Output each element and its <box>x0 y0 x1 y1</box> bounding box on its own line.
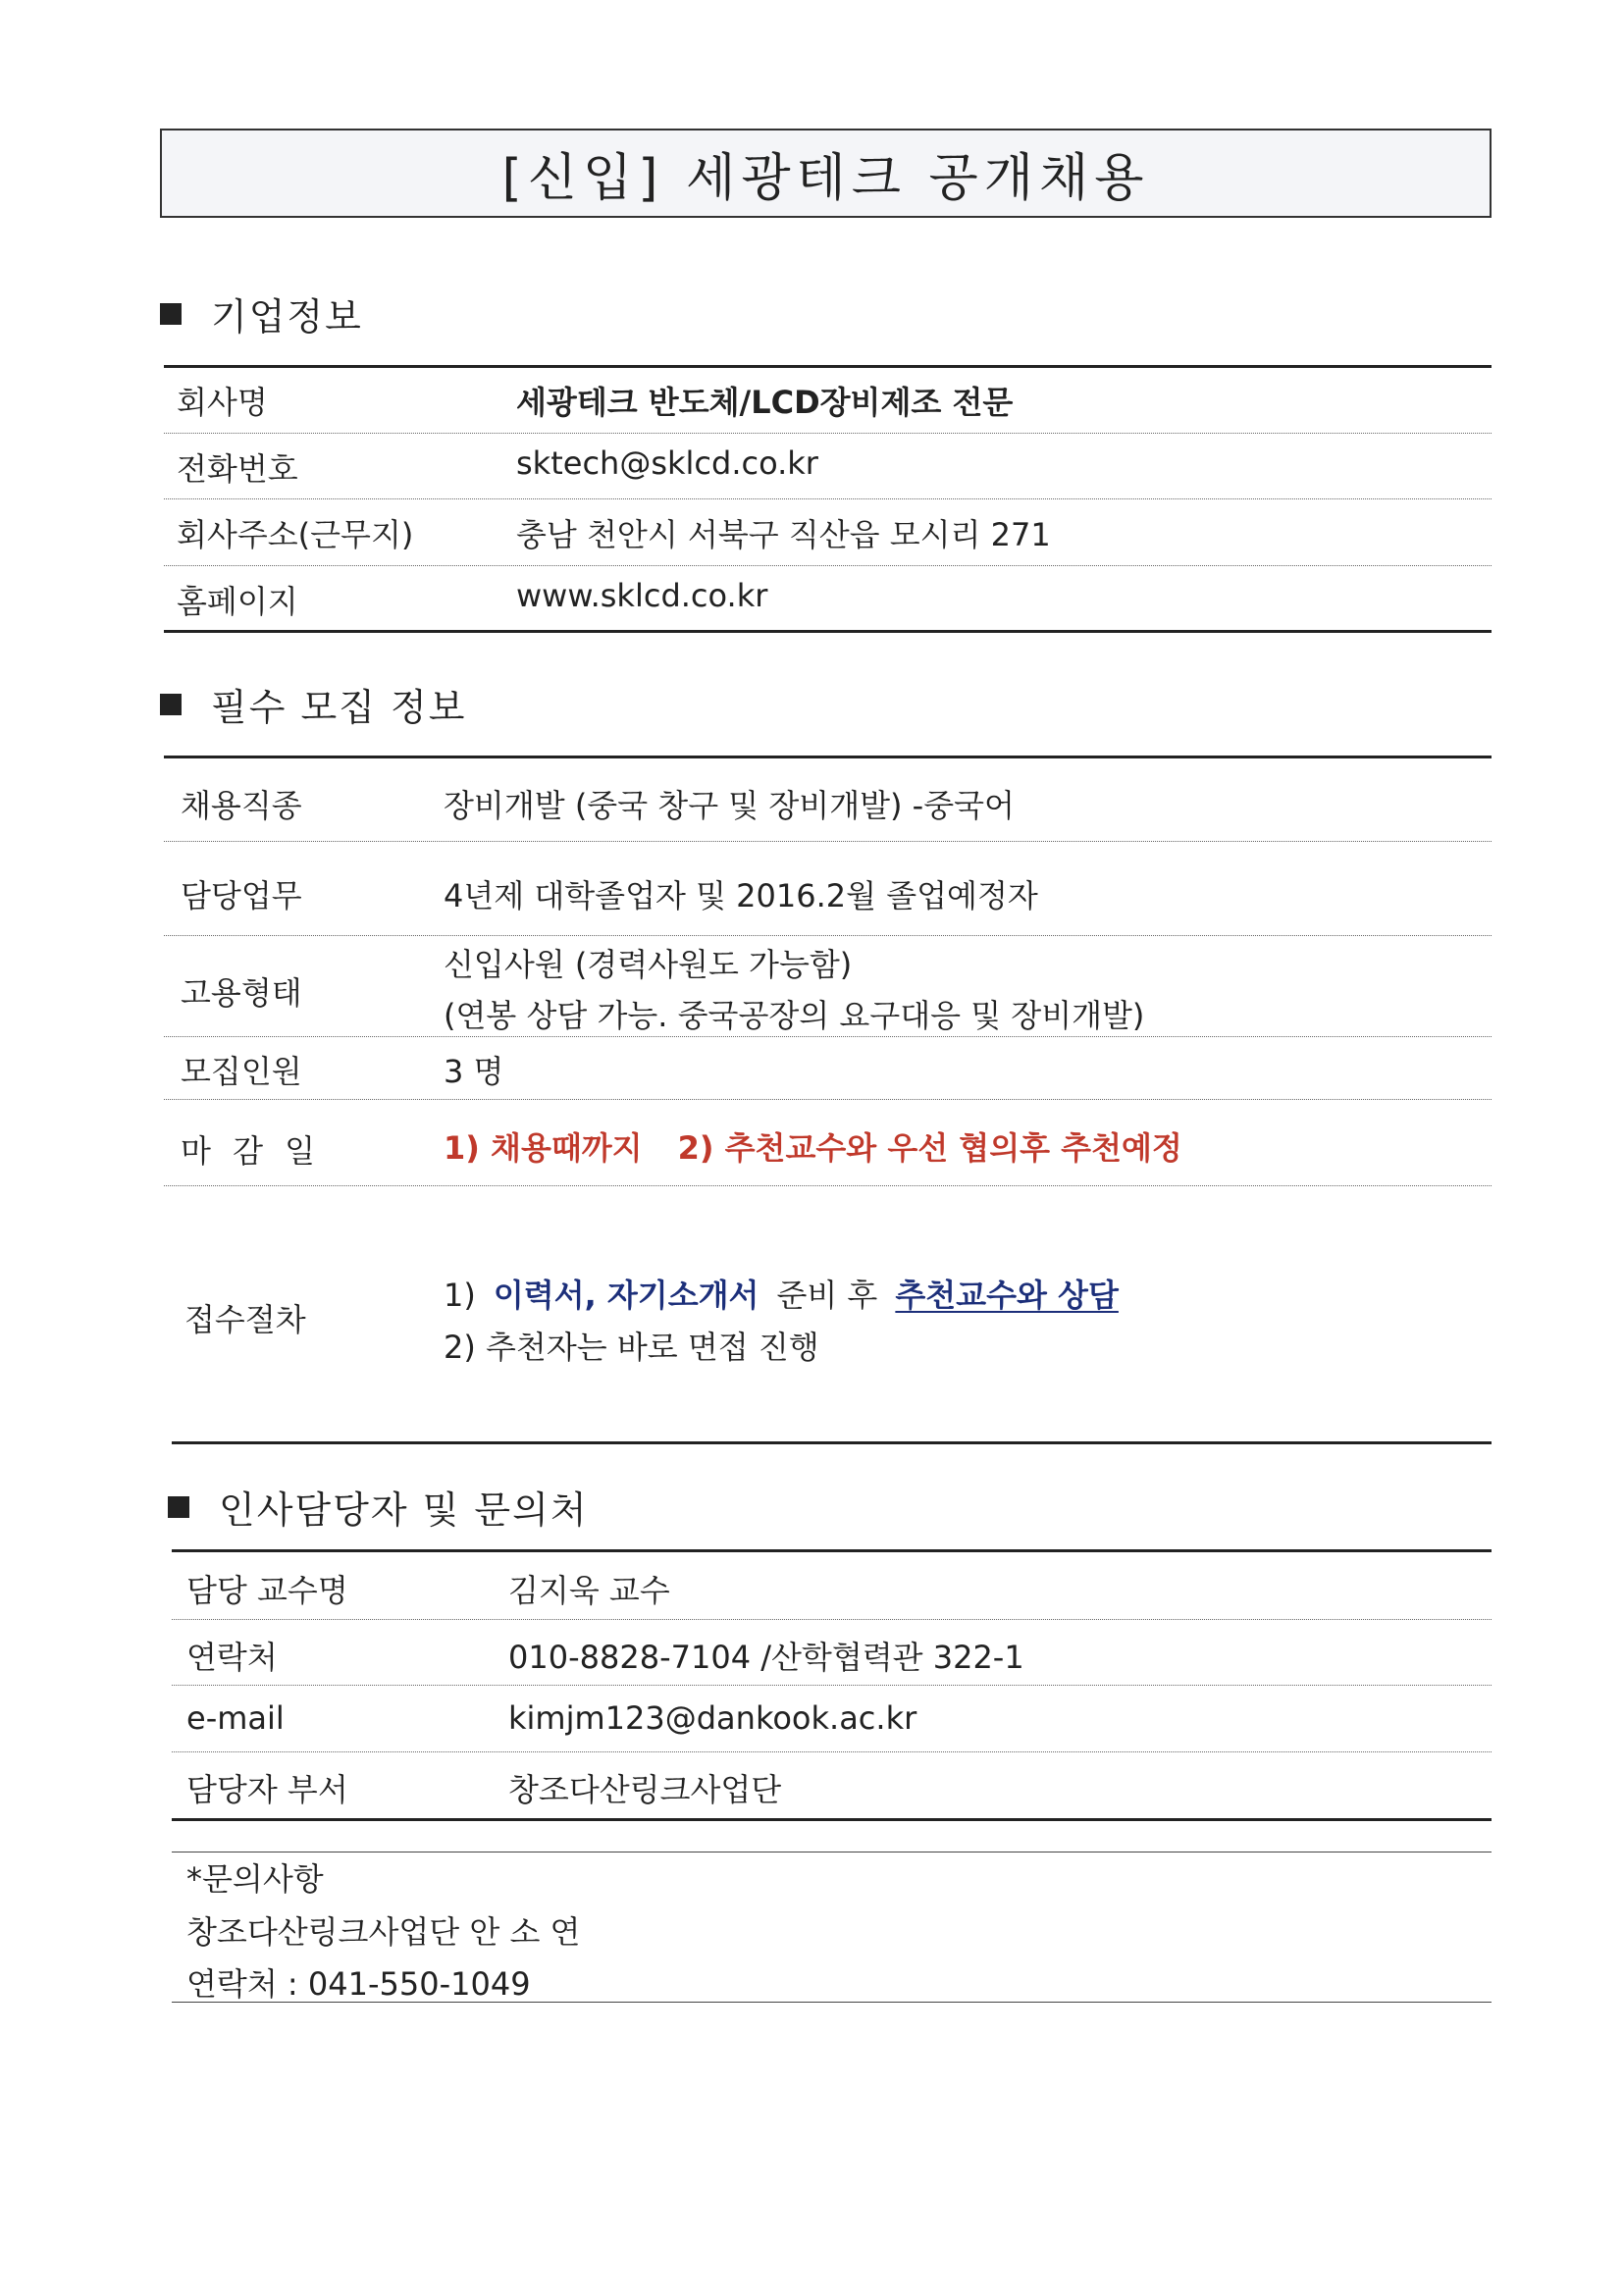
company-name-value: 세광테크 반도체/LCD장비제조 전문 <box>516 384 1014 421</box>
contact-section-heading <box>168 1480 589 1534</box>
table-bottom-rule <box>172 1441 1492 1444</box>
inquiry-heading: *문의사항 <box>186 1860 324 1898</box>
job-type-value: 장비개발 (중국 창구 및 장비개발) -중국어 <box>444 787 1015 824</box>
square-bullet-icon <box>160 694 182 715</box>
row-divider <box>172 1685 1492 1686</box>
row-divider <box>164 935 1492 936</box>
company-section-title: 기업정보 <box>211 295 363 339</box>
page-title: [신입] 세광테크 공개채용 <box>501 149 1150 208</box>
row-divider <box>164 1036 1492 1037</box>
headcount-value: 3 명 <box>444 1053 504 1090</box>
inquiry-bottom-rule <box>172 2002 1492 2003</box>
department-label: 담당자 부서 <box>186 1771 348 1808</box>
row-divider <box>164 1099 1492 1100</box>
table-bottom-rule <box>172 1818 1492 1821</box>
department-value: 창조다산링크사업단 <box>508 1771 782 1808</box>
row-divider <box>172 1751 1492 1752</box>
recruit-section-heading <box>160 677 466 731</box>
company-name-label: 회사명 <box>177 384 268 421</box>
row-divider <box>164 841 1492 842</box>
procedure-line-2: 2) 추천자는 바로 면접 진행 <box>444 1329 819 1366</box>
duty-value: 4년제 대학졸업자 및 2016.2월 졸업예정자 <box>444 877 1038 914</box>
recruit-section-title: 필수 모집 정보 <box>211 686 467 729</box>
procedure-consult: 추천교수와 상담 <box>895 1277 1119 1314</box>
homepage-value[interactable]: www.sklcd.co.kr <box>516 577 768 614</box>
contact-phone-label: 연락처 <box>186 1639 278 1676</box>
square-bullet-icon <box>160 303 182 325</box>
procedure-line-1-mid: 준비 후 <box>776 1277 878 1314</box>
procedure-documents: 이력서, 자기소개서 <box>493 1277 759 1314</box>
company-section-heading <box>160 287 363 340</box>
job-type-label: 채용직종 <box>181 787 302 824</box>
deadline-value <box>444 1123 1182 1169</box>
employment-type-note: (연봉 상담 가능. 중국공장의 요구대응 및 장비개발) <box>444 997 1145 1034</box>
inquiry-line-2: 연락처 : 041-550-1049 <box>186 1965 531 2003</box>
procedure-line-1 <box>444 1271 1119 1316</box>
employment-type-value: 신입사원 (경력사원도 가능함) <box>444 946 853 983</box>
row-divider <box>164 498 1492 499</box>
deadline-value-b: 2) 추천교수와 우선 협의후 추천예정 <box>677 1129 1182 1167</box>
contact-section-title: 인사담당자 및 문의처 <box>219 1488 589 1532</box>
phone-value: sktech@sklcd.co.kr <box>516 444 818 482</box>
email-value[interactable]: kimjm123@dankook.ac.kr <box>508 1699 917 1737</box>
table-bottom-rule <box>164 630 1492 633</box>
contact-phone-value: 010-8828-7104 /산학협력관 322-1 <box>508 1639 1024 1676</box>
table-top-rule <box>164 365 1492 368</box>
professor-label: 담당 교수명 <box>186 1572 348 1609</box>
headcount-label: 모집인원 <box>181 1053 302 1090</box>
address-label: 회사주소(근무지) <box>177 516 414 553</box>
procedure-label: 접수절차 <box>184 1301 306 1338</box>
employment-type-label: 고용형태 <box>181 974 302 1012</box>
duty-label: 담당업무 <box>181 877 302 914</box>
deadline-label: 마 감 일 <box>181 1132 322 1170</box>
inquiry-line-1: 창조다산링크사업단 안 소 연 <box>186 1913 581 1951</box>
row-divider <box>164 565 1492 566</box>
row-divider <box>172 1619 1492 1620</box>
procedure-line-1-prefix: 1) <box>444 1277 476 1314</box>
table-top-rule <box>172 1549 1492 1552</box>
deadline-value-a: 1) 채용때까지 <box>444 1129 643 1167</box>
email-label: e-mail <box>186 1699 285 1737</box>
homepage-label: 홈페이지 <box>177 583 298 620</box>
square-bullet-icon <box>168 1496 189 1518</box>
row-divider <box>164 433 1492 434</box>
phone-label: 전화번호 <box>177 450 298 488</box>
professor-value: 김지욱 교수 <box>508 1572 670 1609</box>
address-value: 충남 천안시 서북구 직산읍 모시리 271 <box>516 516 1051 553</box>
table-top-rule <box>164 756 1492 758</box>
title-box <box>160 129 1492 218</box>
row-divider <box>164 1185 1492 1186</box>
